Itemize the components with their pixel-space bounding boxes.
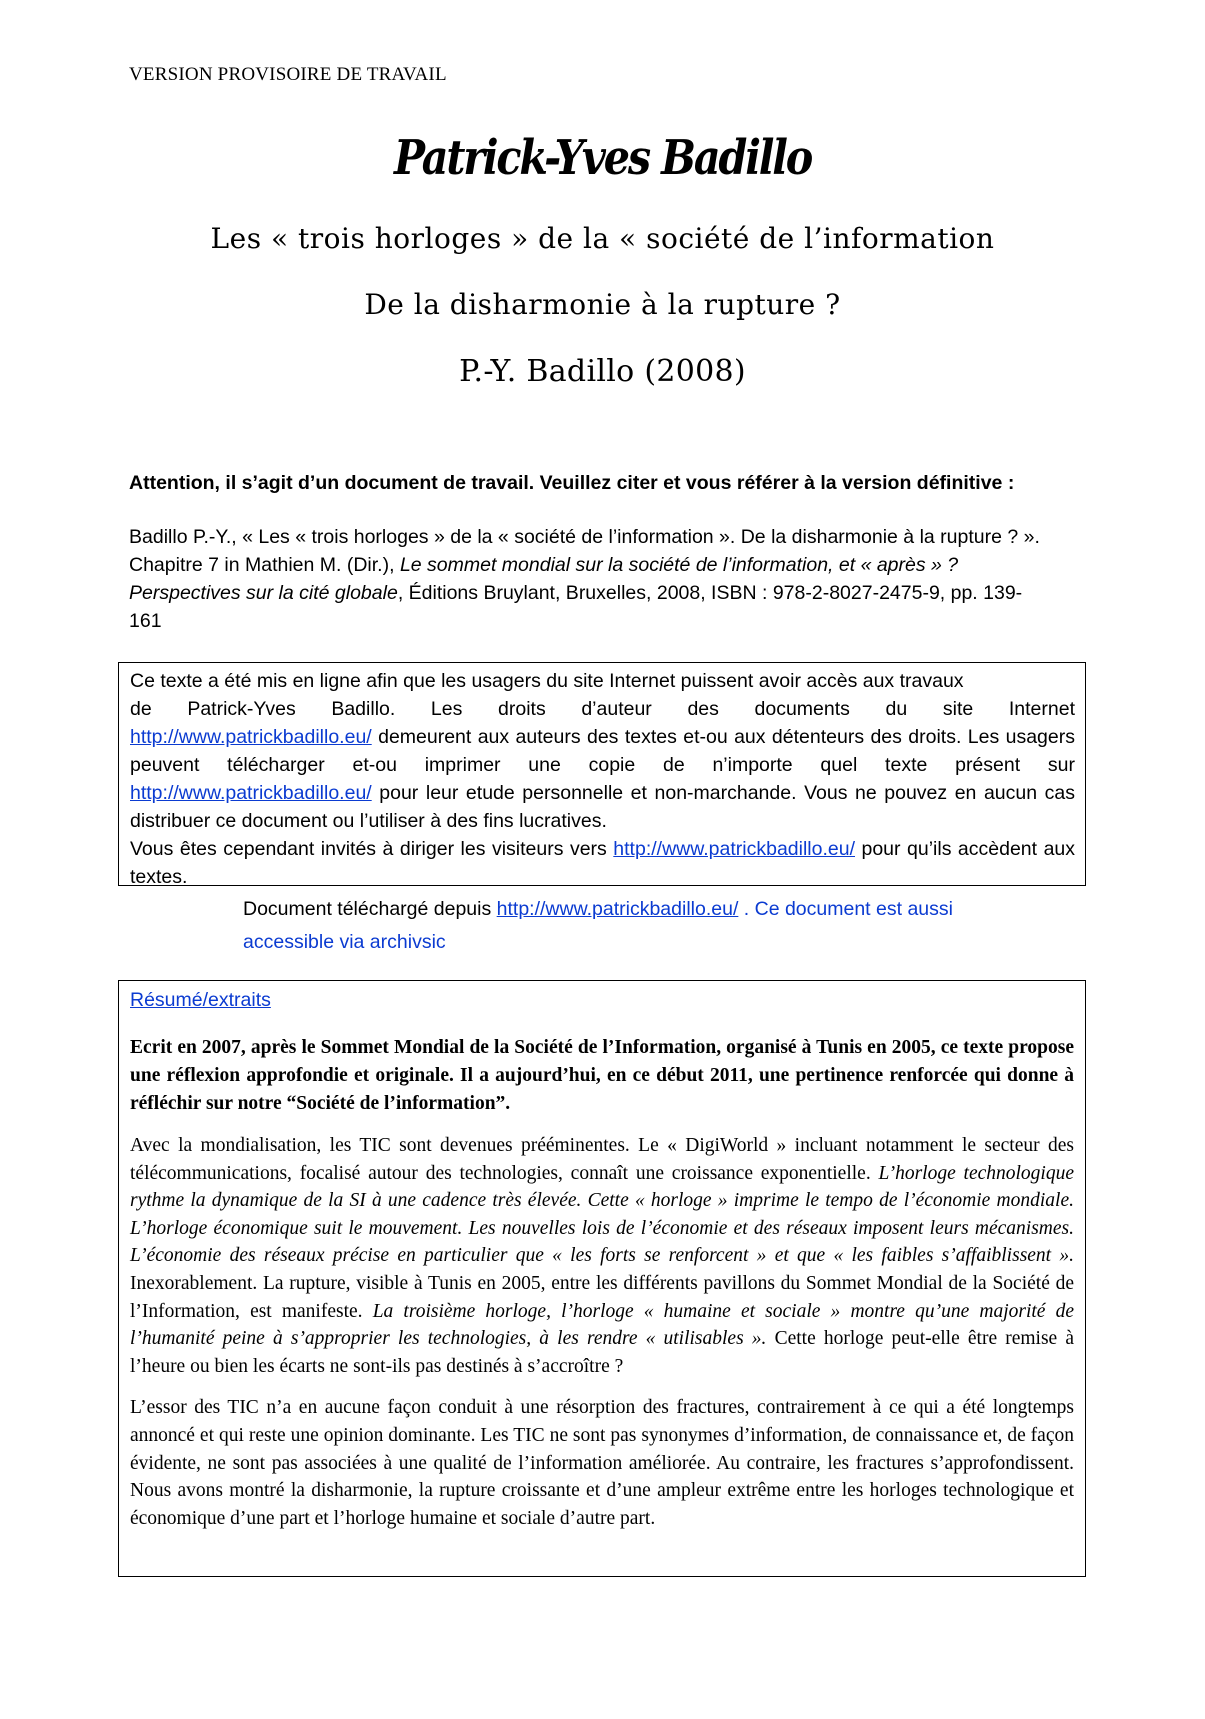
summary-p1-text-c: Cette horloge peut-elle être remise à l’heure ou bien les écarts ne sont-ils pas destinés à s’accroître ?: [130, 1328, 1074, 1377]
site-link-1[interactable]: http://www.patrickbadillo.eu/: [130, 726, 372, 748]
summary-link[interactable]: Résumé/extraits: [130, 989, 271, 1011]
site-link-3[interactable]: http://www.patrickbadillo.eu/: [613, 838, 855, 860]
notice-line-1: Ce texte a été mis en ligne afin que les usagers du site Internet puissent avoir accès aux travaux: [130, 670, 964, 692]
title-line-3: P.-Y. Badillo (2008): [459, 354, 746, 389]
summary-box: [118, 980, 1086, 1577]
citation-part-1: Badillo P.-Y., « Les « trois horloges » de la « société de l’information ». De la disharmonie à la rupture ? ». Chapitre 7 in Mathien M. (Dir.),: [129, 526, 1040, 576]
summary-paragraph-2: L’essor des TIC n’a en aucune façon conduit à une résorption des fractures, contrairement à ce qui a été longtemps annoncé et qui reste une opinion dominante. Les TIC ne sont pas synonymes d’information, de connaissance et, de façon évidente, ne sont pas associées à une qualité de l’information améliorée. Au contraire, les fractures s’approfondissent. Nous avons montré la disharmonie, la rupture croissante et d’une ampleur extrême entre les horloges technologique et économique d’une part et l’horloge humaine et sociale d’autre part.: [130, 1397, 1074, 1529]
download-note: [243, 893, 1043, 959]
notice-invite-after: pour qu’ils accèdent aux textes.: [130, 838, 1076, 888]
notice-text-2: pour leur etude personnelle et non-marchande. Vous ne pouvez en aucun cas distribuer ce document ou l’utiliser à des fins lucratives.: [130, 782, 1075, 832]
citation-block: [129, 523, 1049, 635]
title-line-2: De la disharmonie à la rupture ?: [364, 288, 841, 321]
attention-notice: Attention, il s’agit d’un document de travail. Veuillez citer et vous référer à la version définitive :: [129, 472, 1015, 494]
download-prefix: Document téléchargé depuis: [243, 898, 497, 920]
notice-invite-before: Vous êtes cependant invités à diriger les visiteurs vers: [130, 838, 614, 860]
download-link[interactable]: http://www.patrickbadillo.eu/: [496, 898, 739, 920]
summary-p1-text-a: Avec la mondialisation, les TIC sont devenues prééminentes. Le « DigiWorld » incluant notamment le secteur des télécommunications, focalisé autour des technologies, connaît une croissance exponentielle.: [130, 1135, 1074, 1184]
summary-p1-text-b: Inexorablement. La rupture, visible à Tunis en 2005, entre les différents pavillons du Sommet Mondial de la Société de l’Information, est manifeste.: [130, 1272, 1074, 1322]
citation-part-2: , Éditions Bruylant, Bruxelles, 2008, ISBN : 978-2-8027-2475-9, pp. 139-161: [129, 582, 1023, 632]
version-note: VERSION PROVISOIRE DE TRAVAIL: [129, 64, 447, 85]
site-link-2[interactable]: http://www.patrickbadillo.eu/: [130, 782, 372, 804]
download-suffix: . Ce document est aussi accessible via archivsic: [243, 898, 953, 953]
title-line-1: Les « trois horloges » de la « société de l’information: [210, 222, 995, 255]
summary-paragraph-1: [130, 1132, 1074, 1380]
notice-text-1: demeurent aux auteurs des textes et-ou aux détenteurs des droits. Les usagers peuvent télécharger et-ou imprimer une copie de n’importe quel texte présent sur: [130, 726, 1075, 776]
author-name: Patrick-Yves Badillo: [393, 130, 812, 186]
summary-intro: Ecrit en 2007, après le Sommet Mondial de la Société de l’Information, organisé à Tunis en 2005, ce texte propose une réflexion approfondie et originale. Il a aujourd’hui, en ce début 2011, une pertinence renforcée qui donne à réfléchir sur notre “Société de l’information”.: [130, 1037, 1074, 1114]
rights-notice-box: [118, 662, 1086, 886]
summary-p1-italic-2: La troisième horloge, l’horloge « humaine et sociale » montre qu’une majorité de l’humanité peine à s’approprier les technologies, à les rendre « utilisables ».: [130, 1300, 1075, 1350]
summary-p1-italic-1: L’horloge technologique rythme la dynamique de la SI à une cadence très élevée. Cette « horloge » imprime le tempo de l’économie mondiale. L’horloge économique suit le mouvement. Les nouvelles lois de l’économie et des réseaux imposent leurs mécanismes. L’économie des réseaux précise en particulier que « les forts se renforcent » et que « les faibles s’affaiblissent ».: [130, 1162, 1074, 1267]
notice-line-2: de Patrick-Yves Badillo. Les droits d’auteur des documents du site Internet: [130, 698, 1075, 720]
citation-book-title: Le sommet mondial sur la société de l’information, et « après » ? Perspectives sur la cité globale: [129, 554, 959, 604]
